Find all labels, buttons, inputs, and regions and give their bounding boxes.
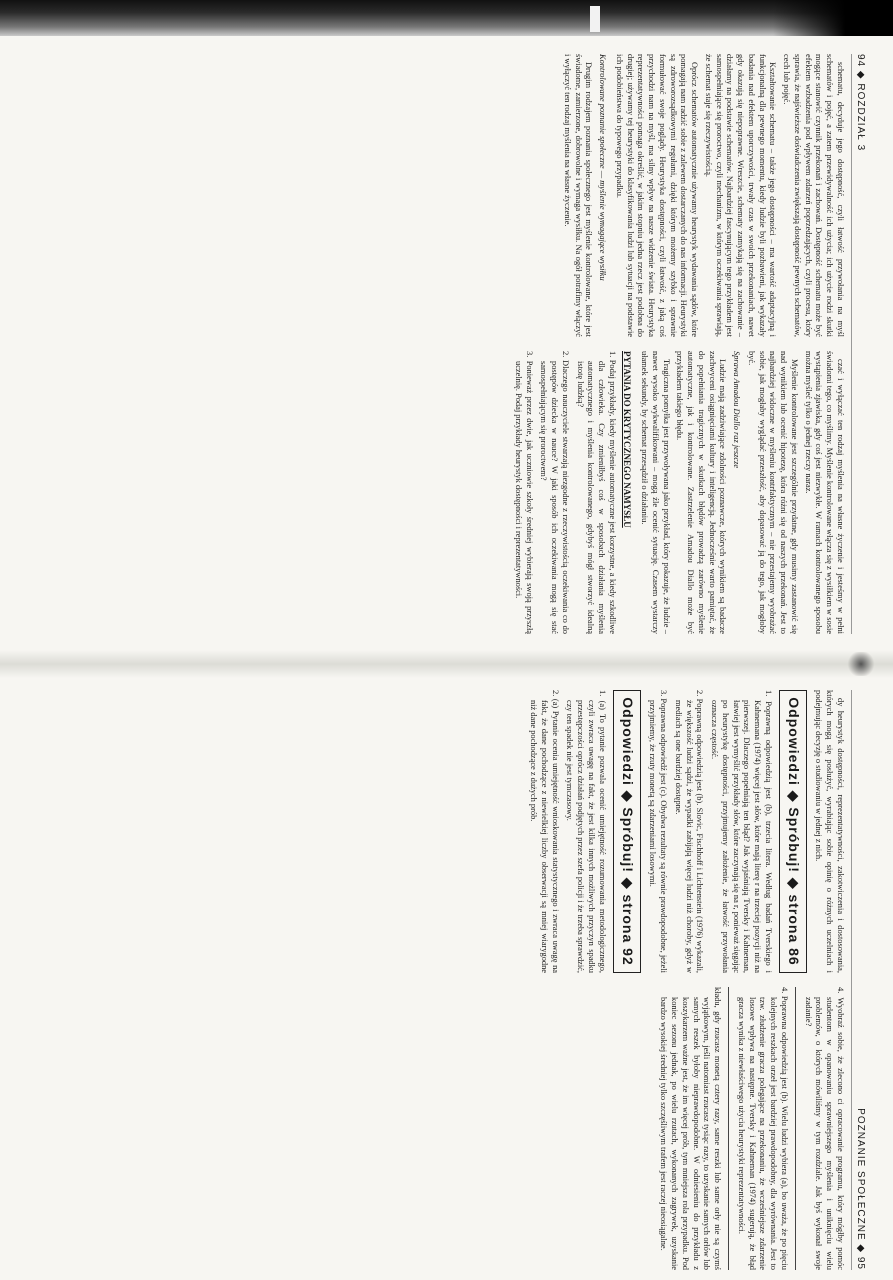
answer-item: 3. Poprawna odpowiedź jest (c). Obydwa rezultaty są równie prawdopodobne, jeżeli przyjmiemy, że rzuty monetą są zdarzeniami losowymi. — [648, 690, 669, 973]
question-item: 4. Wyobraź sobie, że zlecono ci opracowanie programu, który mógłby pomóc studentom w opanowaniu sprawniejszego myślenia i uniknięciu wielu problemów, o których mówiliśmy w tym rozdziale. Jak byś wykonał swoje zadanie? — [803, 987, 845, 1270]
paragraph: Ludzie mają zadziwiające zdolności poznawcze, których wynikiem są badacze zachwyceni osiągnięciami kultury i inteligencją. Jednocześnie warto pamiętać, że do popełniania tragicznych w skutkach błędów prowadzą zarówno myślenie automatyczne, jak i kontrolowane. Zastrzelenie Amadou Diallo może być przykładem takiego błędu. — [675, 351, 728, 634]
paragraph: Myślenie kontrolowane jest szczególnie przydatne, gdy musimy zastanowić się nad wynikiem lub ocenić hipotezę, która różni się od naszych przekonań. Jest to najbardziej widoczne w myśleniu kontrfaktycznym – nie przestajemy wyobrażać sobie, jak mogłaby wyglądać przeszłość, aby dopasować ją do tego, jak mogłoby być. — [747, 351, 799, 634]
answer-item: 2. Poprawną odpowiedzią jest (b). Slovic, Fischhoff i Lichtenstein (1976) wykazali, że większość ludzi sądzi, że wypadki zabijają więcej ludzi niż choroby, gdyż w mediach są one bardziej dostępne. — [673, 690, 705, 973]
answer-item: 1. Poprawną odpowiedzią jest (b), trzecia litera. Według badań Tverskiego i Kahnemana (1974) więcej jest słów, które mają literę r na trzeciej pozycji niż na pierwszej. Dlaczego popełniają ten błąd? Jak wyjaśniają Tversky i Kahneman, łatwiej jest wymyślić przykłady słów, które zaczynają się na r, ponieważ sięgając po heurystykę dostępności, przyjmujemy założenie, że łatwość przywołania oznacza częstość. — [710, 690, 773, 973]
paragraph: Oprócz schematów automatycznie używamy heurystyk wydawania sądów, które pomagają nam radzić sobie z zalewem dostarczanych do nas informacji. Heurystyki są zdroworozsądkowymi regułami, dzięki którym możemy szybko i sprawnie formułować swoje poglądy. Heurystyka dostępności, czyli łatwość, z jaką coś przychodzi nam na myśl, ma silny wpływ na nasze widzenie świata. Heurystyka reprezentatywności pomaga określić, w jakim stopniu jedna rzecz jest podobna do drugiej; używamy tej heurystyki do klasyfikowania ludzi lub sytuacji na podstawie ich podobieństwa do typowego przypadku. — [615, 54, 700, 337]
answers-box-heading-86: Odpowiedzi ◆ Spróbuj! ◆ strona 86 — [779, 690, 807, 973]
running-header-95 — [851, 690, 866, 1270]
answer-item: 1. (a) To pytanie pozwala ocenić umiejętność rozumowania metodologicznego, czyli zwraca uwagę na fakt, że jest kilka innych możliwych przyczyn spadku przestępczości oprócz działań podjętych przez szefa policji i że trzeba sprawdzić, czy ten spadek nie jest tymczasowy. — [565, 690, 607, 973]
question-item: 3. Ponieważ przez dwie, jak uczniowie szkoły średniej wybierają swoją przyszłą uczelnię. Podaj przykłady heurystyk dostępności i reprezentatywności. — [513, 351, 534, 634]
header-right: POZNANIE SPOŁECZNE ◆ 95 — [855, 1108, 866, 1270]
header-left: 94 ◆ ROZDZIAŁ 3 — [855, 54, 866, 152]
answer-item: kładu, gdy rzucasz monetą cztery razy, same reszki lub same orły nie są czymś wyjątkowym, jeśli natomiast rzucasz tysiąc razy, to uzyskanie samych orłów lub samych reszek byłoby nieprawdopodobne. W odniesieniu do przykładu z koszykarzem ważne jest, że im więcej prób, tym mniejsza rola przypadku. Pod koniec sezonu jednak, po wielu rzutach, wykonanych zagrywek, uzyskanie bardzo wysokiej średniej tylko szczęśliwym trafem jest raczej nieosiągalne. — [659, 987, 723, 1270]
paragraph: czać i wyłączać ten rodzaj myślenia na własne życzenie i jesteśmy w pełni świadomi tego, co myślimy. Myślenie kontrolowane włącza się z wysiłkiem w sosie wystąpienia zjawiska, gdy coś jest niezwykłe. W ramach kontrolowanego sposobu można myśleć tylko o jednej rzeczy naraz. — [803, 351, 845, 634]
paragraph: Kształtowanie schematu – także jego dostępności – ma wartość adaptacyjną i funkcjonalną dla pewnego momentu, kiedy ludzie byli pozbawieni, jak wykazały badania nad efektem uporczywości, trwały czas w swoich przekonaniach, nawet gdy okazują się niepoprawne. Wreszcie, schematy zamykają się na zachowanie – działamy na podstawie schematów. Najbardziej fascynującym tego przykładem jest samospełniające się proroctwo, czyli mechanizm, w którym oczekiwania sprawiają, że schemat staje się rzeczywistością. — [704, 54, 778, 337]
answer-item: 2. (a) Pytanie ocenia umiejętność wnioskowania statystycznego i zwraca uwagę na fakt, że dane pochodzące z niewielkiej liczby obserwacji są mniej wiarygodne niż dane pochodzące z dużych prób. — [529, 690, 560, 973]
question-item: 1. Podaj przykłady, kiedy myślenie automatyczne jest korzystne, a kiedy szkodliwe dla człowieka. Czy zmieniłbyś coś w sposobach działania myślenia automatycznego i myślenia kontrolowanego, gdybyś mógł stworzyć idealną istotę ludzką? — [575, 351, 617, 634]
paragraph: dy heurystyk dostępności, reprezentatywności, zakotwiczenia i dostosowania, których mogą się posłużyć, wyrabiając sobie opinię o różnych uczelniach i podejmując decyzję o studiowaniu w jednej z nich. — [814, 690, 845, 973]
page-94 — [52, 44, 872, 644]
scan-top-edge — [0, 0, 893, 36]
answer-item: 4. Poprawna odpowiedzią jest (b). Wielu ludzi wybiera (a), bo uważa, że po pięciu kolejnych reszkach orzeł jest bardziej prawdopodobny, dla wyrównania. Jest to tzw. złudzenie gracza polegające na przekonaniu, że wcześniejsze zdarzenie losowe wpływa na następne. Tversky i Kahneman (1974) sugerują, że błąd gracza wynika z niewłaściwego użycia heurystyki reprezentatywności. — [737, 987, 789, 1270]
column-right — [65, 987, 845, 1270]
answers-box-heading-92: Odpowiedzi ◆ Spróbuj! ◆ strona 92 — [613, 690, 641, 973]
column-left — [65, 690, 845, 973]
running-header-94 — [851, 54, 866, 634]
divider — [728, 987, 729, 1270]
paragraph: schematu, decyduje jego dostępność, czyli łatwość przywołania na myśl schematów i pojęć, a zatem przewidywalność ich użycia; ich użycie rodzi skutki mogące stanowić czynnik przekonań i zachowań. Dostępność schematu może być efektem wzbudzenia pod wpływem zdarzeń poprzedzających, czyli procesu, który sprawia, że najświeższe doświadczenia zwiększają dostępność pewnych schematów, cech lub pojęć. — [782, 54, 845, 337]
scan-speck — [846, 652, 876, 676]
column-right — [65, 351, 845, 634]
subheading: Kontrolowane poznanie społeczne — myślenie wymagające wysiłku — [598, 54, 608, 281]
paragraph: Drugim rodzajem poznania społecznego jest myślenie kontrolowane, które jest świadome, zamierzone, dobrowolne i wymaga wysiłku. Na ogół potrafimy włączyć i wyłączyć ten rodzaj myślenia na własne życzenie. — [563, 54, 594, 337]
scan-fold-mark — [590, 6, 600, 32]
book-spine-gutter — [0, 650, 893, 678]
column-left — [65, 54, 845, 337]
paragraph: Tragiczna pomyłka jest przywoływana jako przykład, który pokazuje, że ludzie – nawet wysoko wykwalifikowani – mogą źle ocenić sytuację. Czasem wystarczy ułamek sekundy, by schemat przesądził o działaniu. — [640, 351, 671, 634]
page-95 — [52, 680, 872, 1280]
question-item: 2. Dlaczego nauczyciele stwarzają niezgodne z rzeczywistością oczekiwania co do postępów dziecka w nauce? W jaki sposób ich oczekiwania mogą się stać samospełniającym się proroctwem? — [539, 351, 570, 634]
scan-dark-corner — [773, 0, 893, 36]
questions-heading: PYTANIA DO KRYTYCZNEGO NAMYSŁU — [622, 351, 633, 528]
subheading: Sprawa Amadou Diallo raz jeszcze — [732, 351, 742, 469]
divider — [795, 987, 796, 1270]
